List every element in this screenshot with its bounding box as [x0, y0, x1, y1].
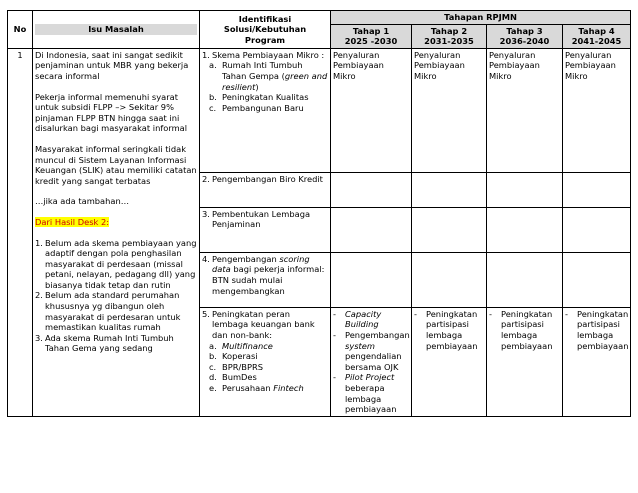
empty-cell [331, 207, 412, 252]
header-identifikasi-line-1: Identifikasi [238, 13, 292, 24]
empty-cell [563, 172, 631, 207]
row-number: 1 [8, 48, 33, 416]
isu-list-item: 1. Belum ada skema pembiayaan yang adaptif dengan pola penghasilan masyarakat di perdesaan (missal petani, nelayan, pedagang dll) yang biasanya tidak tetap dan rutin [35, 237, 197, 290]
stage-4-cell: Penyaluran Pembiayaan Mikro [563, 48, 631, 172]
empty-cell [487, 172, 563, 207]
header-row-1 [8, 11, 631, 25]
tahap-2-label: Tahap 2 [430, 25, 468, 36]
tahap-1-years: 2025 -2030 [344, 36, 398, 47]
header-tahap-4 [563, 24, 631, 48]
isu-list [35, 238, 197, 355]
header-tahapan: Tahapan RPJMN [331, 11, 631, 25]
program-5-item-c: c. BPR/BPRS [209, 361, 263, 372]
header-tahap-2 [412, 24, 487, 48]
empty-cell [563, 252, 631, 307]
stage-1-bullet: - Pilot Project beberapa lembaga pembiayaan [333, 372, 397, 415]
empty-cell [487, 207, 563, 252]
empty-cell [331, 172, 412, 207]
isu-paragraph-3: Masyarakat informal seringkali tidak muncul di Sistem Layanan Informasi Keuangan (SLIK) atau memiliki catatan kredit yang sangat terbatas [35, 143, 197, 186]
program-2: 2. Pengembangan Biro Kredit [202, 173, 323, 184]
program-5-item-d: d. BumDes [209, 372, 257, 383]
program-5-item-a: a. Multifinance [209, 340, 273, 351]
rpjmn-table [7, 10, 631, 417]
program-4-cell [200, 252, 331, 307]
empty-cell [412, 207, 487, 252]
program-5-item-e: e. Perusahaan Fintech [209, 382, 304, 393]
program-3: 3. Pembentukan Lembaga Penjaminan [202, 208, 311, 230]
program-1-item-b: b. Peningkatan Kualitas [209, 92, 309, 103]
isu-list-item: 3. Ada skema Rumah Inti Tumbuh Tahan Gema yang sedang [35, 332, 174, 354]
program-5-item-b: b. Koperasi [209, 351, 258, 362]
stage-3-bullet: - Peningkatan partisipasi lembaga pembiayaan [489, 308, 553, 351]
stage-1-bullet: - Pengembangan system pengendalian bersama OJK [333, 329, 410, 372]
program-row-1 [8, 48, 631, 172]
tahap-4-label: Tahap 4 [578, 25, 615, 36]
empty-cell [412, 252, 487, 307]
desk-highlight: Dari Hasil Desk 2: [35, 216, 110, 227]
program-5-cell [200, 307, 331, 416]
isu-cell [33, 48, 200, 416]
stage-2-cell: Penyaluran Pembiayaan Mikro [412, 48, 487, 172]
header-tahap-1 [331, 24, 412, 48]
empty-cell [487, 252, 563, 307]
header-isu [33, 11, 200, 49]
program-1: 1. Skema Pembiayaan Mikro : a. Rumah Inti Tumbuh Tahan Gempa (green and resilient) b. Peningkatan Kualitas c. Pembangunan Baru [202, 49, 328, 113]
empty-cell [412, 172, 487, 207]
stage-4-bullet: - Peningkatan partisipasi lembaga pembiayaan [565, 308, 629, 351]
stage-1-bullet: - Capacity Building [333, 308, 382, 330]
tahap-3-label: Tahap 3 [506, 25, 543, 36]
isu-paragraph-1: Di Indonesia, saat ini sangat sedikit penjaminan untuk MBR yang bekerja secara informal [35, 49, 189, 81]
empty-cell [563, 207, 631, 252]
header-identifikasi-line-3: Program [244, 34, 286, 45]
isu-list-item: 2. Belum ada standard perumahan khususnya yg dibangun oleh masyarakat di perdesaran untuk memastikan kualitas rumah [35, 290, 181, 333]
stage-2-row5-cell [412, 307, 487, 416]
program-2-cell [200, 172, 331, 207]
isu-paragraph-4: …jika ada tambahan… [35, 196, 130, 207]
stage-2-bullet: - Peningkatan partisipasi lembaga pembiayaan [414, 308, 478, 351]
stage-3-cell: Penyaluran Pembiayaan Mikro [487, 48, 563, 172]
header-identifikasi-line-2: Solusi/Kebutuhan [223, 24, 307, 35]
stage-1-row5-cell [331, 307, 412, 416]
header-identifikasi [200, 11, 331, 49]
header-no: No [8, 11, 33, 49]
tahap-1-label: Tahap 1 [352, 25, 390, 36]
program-5: 5. Peningkatan peran lembaga keuangan bank dan non-bank: a. Multifinance b. Koperasi c. BPR/BPRS d. BumDes e. Perusahaan Fintech [202, 309, 328, 394]
program-1-item-c: c. Pembangunan Baru [209, 102, 304, 113]
header-tahap-3 [487, 24, 563, 48]
isu-paragraph-2: Pekerja informal memenuhi syarat untuk subsidi FLPP –> Sekitar 9% pinjaman FLPP BTN hingga saat ini disalurkan bagi masyarakat informal [35, 91, 188, 134]
stage-4-row5-cell [563, 307, 631, 416]
tahap-4-years: 2041-2045 [571, 36, 622, 47]
stage-3-row5-cell [487, 307, 563, 416]
program-1-item-a: a. Rumah Inti Tumbuh Tahan Gempa (green and resilient) [209, 60, 328, 92]
header-isu-label: Isu Masalah [35, 24, 197, 35]
program-1-cell [200, 48, 331, 172]
program-4: 4. Pengembangan scoring data bagi pekerja informal: BTN sudah mulai mengembangkan [202, 253, 325, 296]
tahap-2-years: 2031-2035 [424, 36, 474, 47]
empty-cell [331, 252, 412, 307]
stage-1-cell: Penyaluran Pembiayaan Mikro [331, 48, 412, 172]
tahap-3-years: 2036-2040 [499, 36, 550, 47]
program-3-cell [200, 207, 331, 252]
